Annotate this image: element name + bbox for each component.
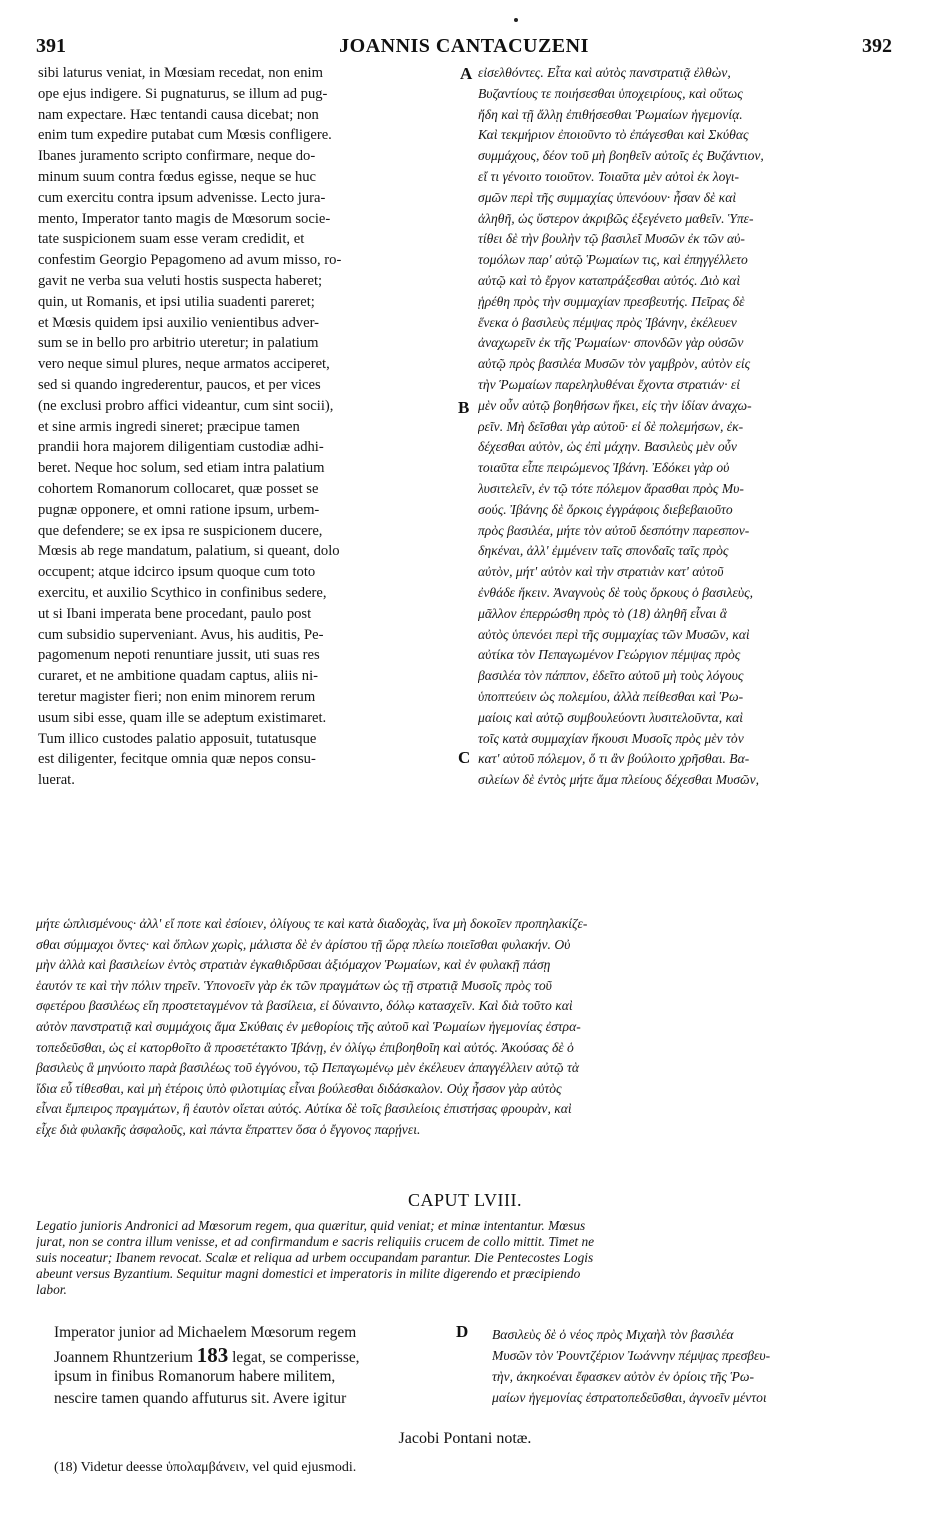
text-line: (ne exclusi probro affici videantur, cum sint socii), — [38, 397, 334, 414]
text-line: tate suspicionem suam esse veram credidit, et — [38, 231, 305, 248]
text-line — [54, 1344, 454, 1366]
text-line: βασιλέα τὸν πάππον, ἐδεῖτο αὐτοῦ μὴ τοὺς λόγους — [478, 668, 744, 684]
text-line: jurat, non se contra illum venisse, et ad confirmandum e sacris reliquiis crucem de collo mittit. Timet ne — [36, 1234, 595, 1249]
text-line: αὐτῷ πρὸς βασιλέα Μυσῶν τὸν γαμβρὸν, αὐτὸν εἰς — [478, 356, 751, 372]
text-line: sibi laturus veniat, in Mœsiam recedat, non enim — [38, 65, 323, 81]
text-line: est diligenter, fecitque omnia quæ nepos consu- — [38, 751, 316, 768]
text-line: confestim Georgio Pepagomeno ad avum misso, ro- — [38, 252, 342, 269]
text-fragment: Joannem Rhuntzerium — [54, 1349, 193, 1366]
text-line: ἐνθάδε ἥκειν. Ἀναγνοὺς δὲ τοὺς ὅρκους ὁ βασιλεὺς, — [478, 584, 753, 600]
text-line: exercitu, et auxilio Scythico in confinibus sedere, — [38, 584, 327, 601]
text-line: ἕνεκα ὁ βασιλεὺς πέμψας πρὸς Ἰβάνην, ἐκέλευεν — [478, 314, 737, 330]
text-line: μαίων ἡγεμονίας ἐστρατοπεδεῦσθαι, ἀγνοεῖν μέντοι — [492, 1390, 767, 1405]
chapter-summary — [36, 1218, 892, 1298]
text-line: δέχεσθαι αὐτὸν, ὡς ἐπὶ μάχην. Βασιλεὺς μὲν οὖν — [478, 439, 737, 455]
text-line: τοιαῦτα εἶπε πειρώμενος Ἰβάνη. Ἐδόκει γὰρ οὐ — [478, 460, 730, 476]
text-line: ipsum in finibus Romanorum habere militem, — [54, 1368, 336, 1385]
text-line: luerat. — [38, 772, 75, 789]
text-line: suis noceatur; Ibanem revocat. Scalæ et reliqua ad urbem occupandam parantur. Die Pentecostes Logis — [36, 1250, 594, 1265]
text-line: αὐτὸς ὑπενόει περὶ τῆς συμμαχίας τῶν Μυσῶν, καὶ — [478, 626, 750, 642]
page-number-right: 392 — [862, 35, 892, 57]
text-line: ἀναχωρεῖν ἐκ τῆς Ῥωμαίων· σπονδῶν γὰρ οὐσῶν — [478, 335, 744, 351]
text-line: Βυζαντίους τε ποιήσεσθαι ὑποχειρίους, καὶ οὕτως — [478, 85, 743, 101]
text-line: ope ejus indigere. Si pugnaturus, se illum ad pug- — [38, 85, 328, 102]
text-line: εἰσελθόντες. Εἶτα καὶ αὐτὸς πανστρατιᾷ ἐλθὼν, — [478, 65, 731, 80]
text-line: σθαι σύμμαχοι ὄντες· καὶ ὅπλων χωρὶς, μάλιστα δὲ ἐν ἀρίστου τῇ ὥρᾳ πλείω ποιεῖσθαι φυλακήν. Οὐ — [36, 936, 571, 952]
text-line: τὴν Ῥωμαίων παρεληλυθέναι ἔχοντα στρατιάν· εἰ — [478, 376, 741, 392]
text-line: Ibanes juramento scripto confirmare, neque do- — [38, 148, 316, 165]
text-line: minum suum contra fœdus egisse, neque se huc — [38, 168, 317, 185]
text-line: πρὸς βασιλέα, μήτε τὸν αὐτοῦ δεσπότην παρεσπον- — [478, 522, 750, 538]
text-line: ἑαυτόν τε καὶ τὴν πόλιν τηρεῖν. Ὑπονοεῖν γὰρ ἐκ τῶν πραγμάτων ὡς τῇ στρατιᾷ Μυσοῖς πρὸς τοῦ — [36, 977, 552, 993]
notes-title: Jacobi Pontani notæ. — [398, 1430, 532, 1447]
text-fragment: legat, se comperisse, — [232, 1349, 360, 1366]
text-line: ἀληθῆ, ὡς ὕστερον ἀκριβῶς ἐξεγένετο μαθεῖν. Ὑπε- — [478, 210, 754, 226]
text-line: pagomenum nepoti renuntiare jussit, uti suas res — [38, 647, 320, 664]
text-line: curaret, et ne ambitione quadam captus, aliis ni- — [38, 668, 319, 685]
text-line: mento, Imperator tanto magis de Mœsorum socie- — [38, 210, 331, 227]
text-line: prandii hora majorem diligentiam custodiæ adhi- — [38, 439, 324, 456]
margin-letter-b: B — [458, 398, 470, 417]
text-line: βασιλεὺς ἃ μηνύοιτο παρὰ βασιλέως τοῦ ἐγγόνου, τῷ Πεπαγωμένῳ μὲν ἐκέλευεν ἀπαγγέλλειν αὐτῷ τὰ — [36, 1060, 579, 1076]
text-line: εἶχε διὰ φυλακῆς ἀσφαλοῦς, καὶ πάντα ἔπραττεν ὅσα ὁ ἔγγονος παρῄνει. — [36, 1121, 421, 1137]
text-line: nam expectare. Hæc tentandi causa dicebat; non — [38, 106, 319, 123]
margin-letter-a: A — [460, 64, 473, 83]
greek-column-bottom — [492, 1324, 892, 1408]
text-line: ἴδια εὖ τίθεσθαι, καὶ μὴ ἑτέροις ὑπὸ φιλοτιμίας εἶναι βούλεσθαι διδάσκαλον. Οὐχ ἧσσον γὰρ αὐτὸς — [36, 1080, 562, 1096]
folio-number: 183 — [196, 1344, 229, 1366]
latin-column-top — [38, 63, 456, 791]
text-line: ut si Ibani imperata bene procedant, paulo post — [38, 605, 312, 622]
text-line: beret. Neque hoc solum, sed etiam intra palatium — [38, 460, 325, 477]
text-line: αὐτὸν πανστρατιᾷ καὶ συμμάχοις ἅμα Σκύθαις ἐν μεθορίοις τῆς αὐτοῦ καὶ Ῥωμαίων ἡγεμονίας ἐστρα- — [36, 1018, 581, 1034]
ink-dot — [514, 18, 518, 22]
text-line: σούς. Ἰβάνης δὲ ὅρκοις ἐγγράφοις διεβεβαιοῦτο — [478, 501, 733, 517]
text-line: sum se in bello pro arbitrio uteretur; in palatium — [38, 335, 319, 352]
text-line: Legatio junioris Andronici ad Mœsorum regem, qua quæritur, quid veniat; et minæ intentantur. Mœsus — [36, 1218, 586, 1233]
latin-column-bottom — [54, 1322, 454, 1410]
text-line: que defendere; se ex ipsa re suspicionem ducere, — [38, 522, 323, 539]
text-line: σμῶν περὶ τῆς συμμαχίας ὑπενόουν· ἦσαν δὲ καὶ — [478, 189, 737, 205]
margin-letter-d: D — [456, 1322, 469, 1341]
text-line: μᾶλλον ἐπερρώσθη πρὸς τὸ (18) ἀληθῆ εἶναι ἃ — [478, 605, 727, 621]
text-line: ρεῖν. Μὴ δεῖσθαι γὰρ αὐτοῦ· εἰ δὲ πολεμήσων, ἐκ- — [478, 418, 744, 434]
footnote: (18) Videtur deesse ὑπολαμβάνειν, vel quid ejusmodi. — [54, 1460, 357, 1475]
text-line: cohortem Romanorum collocaret, quæ posset se — [38, 480, 319, 497]
text-line: nescire tamen quando affuturus sit. Avere igitur — [54, 1390, 347, 1407]
chapter-title: CAPUT LVIII. — [407, 1190, 522, 1210]
text-line: enim tum expedire putabat cum Mœsis confligere. — [38, 127, 332, 144]
text-line: εἴ τι γένοιτο τοιοῦτον. Τοιαῦτα μὲν αὐτοὶ ἐκ λογι- — [478, 168, 740, 184]
text-line: Καὶ τεκμήριον ἐποιοῦντο τὸ ἐπάγεσθαι καὶ Σκύθας — [478, 127, 749, 143]
text-line: gavit ne verba sua veluti hostis suspecta haberet; — [38, 272, 323, 289]
text-line: αὐτὸν, μήτ' αὐτὸν καὶ τὴν στρατιὰν κατ' αὐτοῦ — [478, 564, 724, 580]
text-line: Μυσῶν τὸν Ῥουντζέριον Ἰωάννην πέμψας πρεσβευ- — [492, 1348, 771, 1363]
text-line: sed si quando ingrederentur, paucos, et per vices — [38, 376, 321, 393]
text-line: et sine armis ingredi sineret; præcipue tamen — [38, 418, 300, 435]
text-line: εἶναι ἔμπειρος πραγμάτων, ἢ ἑαυτὸν οἴεται αὐτός. Αὐτίκα δὲ τοῖς βασιλείοις ἐπιστήσας φρουρὰν, καὶ — [36, 1101, 572, 1117]
text-line: αὐτῷ καὶ τὸ ἔργον καταπράξεσθαι αὐτός. Διὸ καὶ — [478, 272, 741, 288]
text-line: quin, ut Romanis, et ipsi utilia suadenti pareret; — [38, 293, 315, 310]
text-line: συμμάχους, δέον τοῦ μὴ βοηθεῖν αὐτοῖς ἐς Βυζάντιον, — [478, 148, 764, 164]
text-line: μήτε ὡπλισμένους· ἀλλ' εἴ ποτε καὶ ἐσίοιεν, ὀλίγους τε καὶ κατὰ διαδοχὰς, ἵνα μὴ δοκοῖεν προπηλακίζε- — [36, 916, 588, 931]
text-line: ὑποπτεύειν ὡς πολεμίου, ἀλλὰ πείθεσθαι καὶ Ῥω- — [478, 688, 744, 704]
text-line: λυσιτελεῖν, ἐν τῷ τότε πόλεμον ἄρασθαι πρὸς Μυ- — [478, 480, 744, 496]
text-line: usum sibi esse, quam ille se adeptum existimaret. — [38, 709, 327, 726]
greek-column-top — [478, 63, 890, 791]
text-line: abeunt versus Byzantium. Sequitur magni domestici et imperatoris in milite digerendo et præcipiendo — [36, 1266, 581, 1281]
text-line: Tum illico custodes palatio apposuit, tutatusque — [38, 730, 317, 747]
text-line: τίθει δὲ τὴν βουλὴν τῷ βασιλεῖ Μυσῶν ἐκ τῶν αὐ- — [478, 231, 745, 247]
text-line: cum exercitu contra ipsum advenisse. Lecto jura- — [38, 189, 326, 206]
text-line: μαίοις καὶ αὐτῷ συμβουλεύοντι λυσιτελοῦντα, καὶ — [478, 709, 744, 725]
text-line: αὐτίκα τὸν Πεπαγωμένον Γεώργιον πέμψας πρὸς — [478, 647, 741, 663]
text-line: pugnæ opponere, et omni ratione ipsum, urbem- — [38, 501, 320, 518]
text-line: σιλείων δὲ ἐντὸς μήτε ἅμα πλείους δέχεσθαι Μυσῶν, — [478, 772, 760, 788]
text-line: vero neque simul plures, neque armatos acciperet, — [38, 356, 330, 373]
text-line: μὴν ἀλλὰ καὶ βασιλείων ἐντὸς στρατιὰν ἐγκαθιδρῦσαι ἀξιόμαχον Ῥωμαίων, καὶ ἐν φυλακῇ πάσῃ — [36, 957, 551, 973]
text-line: occupent; atque idcirco ipsum quoque cum toto — [38, 564, 316, 581]
text-line: κατ' αὐτοῦ πόλεμον, ὅ τι ἂν βούλοιτο χρῆσθαι. Βα- — [478, 751, 750, 767]
text-line: Βασιλεὺς δὲ ὁ νέος πρὸς Μιχαὴλ τὸν βασιλέα — [492, 1327, 734, 1342]
margin-letter-c: C — [458, 748, 471, 767]
text-line: ᾑρέθη πρὸς τὴν συμμαχίαν πρεσβευτής. Πεῖρας δὲ — [478, 293, 745, 309]
text-line: τοπεδεῦσθαι, ὡς εἰ κατορθοῖτο ἃ προσετέτακτο Ἰβάνῃ, ἐν ὀλίγῳ ἐπιβοηθοῖη καὶ αὐτός. Ἀκούσας δὲ ὁ — [36, 1039, 574, 1055]
text-line: Imperator junior ad Michaelem Mœsorum regem — [54, 1324, 357, 1341]
text-line: labor. — [36, 1282, 67, 1297]
text-line: τὴν, ἀκηκοέναι ἔφασκεν αὐτὸν ἐν ὁρίοις τῆς Ῥω- — [492, 1369, 755, 1384]
running-title: JOANNIS CANTACUZENI — [339, 35, 589, 57]
text-line: Mœsis ab rege mandatum, palatium, si queant, dolo — [38, 543, 340, 560]
running-header — [36, 35, 892, 61]
text-line: teretur magister fieri; non enim minorem rerum — [38, 688, 316, 705]
text-line: τομόλων παρ' αὐτῷ Ῥωμαίων τις, καὶ ἐπηγγέλλετο — [478, 252, 748, 268]
text-line: et Mœsis quidem ipsi auxilio venientibus adver- — [38, 314, 320, 331]
text-line: cum subsidio superveniant. Avus, his auditis, Pe- — [38, 626, 324, 643]
text-line: ἤδη καὶ τῇ ἄλλῃ ἐπιθήσεσθαι Ῥωμαίων ἡγεμονίᾳ. — [478, 106, 743, 122]
text-line: τοῖς κατὰ συμμαχίαν ἥκουσι Μυσοῖς πρὸς μὲν τὸν — [478, 730, 744, 746]
page-number-left: 391 — [36, 35, 66, 57]
text-line: σφετέρου βασιλέως εἴη προστεταγμένον τὰ βασίλεια, εἰ δύναιντο, δόλῳ κατασχεῖν. Καὶ διὰ τοῦτο καὶ — [36, 998, 573, 1014]
text-line: δηκέναι, ἀλλ' ἐμμένειν ταῖς σπονδαῖς ταῖς πρὸς — [478, 543, 729, 559]
greek-fullwidth-text — [36, 914, 892, 1141]
text-line: μὲν οὖν αὐτῷ βοηθήσων ἥκει, εἰς τὴν ἰδίαν ἀναχω- — [478, 397, 752, 413]
